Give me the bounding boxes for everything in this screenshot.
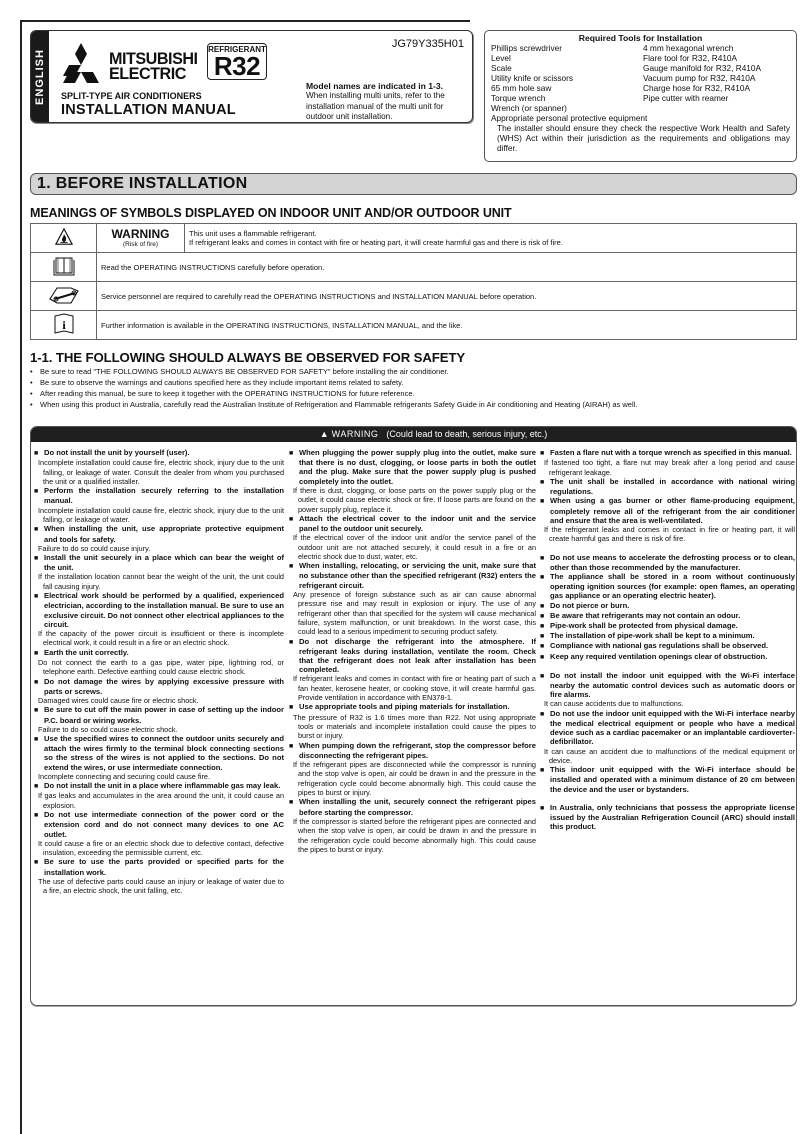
tools-note: The installer should ensure they check the respective Work Health and Safety (WHS) Act within their jurisdiction as the requirements and obligations may differ. (497, 123, 790, 153)
warning-item-detail: If gas leaks and accumulates in the area around the unit, it could cause an explosion. (38, 791, 284, 810)
warning-item (34, 591, 284, 648)
warning-item (34, 677, 284, 706)
warning-column-1 (34, 448, 284, 896)
symbol-row (31, 282, 797, 311)
warning-title: WARNING (331, 429, 379, 439)
warning-item-heading: ■ When pumping down the refrigerant, stop the compressor before disconnecting the refrigerant pipes. (289, 741, 536, 760)
model-note-bold: Model names are indicated in 1-3. (306, 81, 444, 91)
warning-item-heading: ■ Be aware that refrigerants may not contain an odour. (540, 611, 795, 621)
warning-item (540, 448, 795, 477)
tool-item: 65 mm hole saw (491, 83, 552, 93)
warning-item-heading: ■ Use appropriate tools and piping materials for installation. (289, 702, 536, 712)
warning-item-heading: ■ Do not pierce or burn. (540, 601, 795, 611)
safety-bullet: • When using this product in Australia, carefully read the Australian Institute of Refrigeration and Flammable refrigerants Safety Guide in Air conditioning and Heating (AIRAH) as well. (30, 399, 800, 410)
page-border (20, 20, 22, 1134)
warning-item-heading: ■ Do not install the unit in a place where inflammable gas may leak. (34, 781, 284, 791)
tool-item: Level (491, 53, 511, 63)
warning-item-heading: ■ When plugging the power supply plug into the outlet, make sure that there is no dust, clogging, or loose parts in both the outlet and the plug. Make sure that the power supply plug is pushed completely into the outlet. (289, 448, 536, 486)
warning-item-heading: ■ This indoor unit equipped with the Wi-Fi interface should be installed and operated with a minimum distance of 20 cm between the device and the user or bystanders. (540, 765, 795, 794)
warning-item (289, 514, 536, 561)
warning-item-detail: Incomplete installation could cause fire, electric shock, injury due to the unit falling, or leakage of water. (38, 505, 284, 524)
warning-item-heading: ■ Do not damage the wires by applying excessive pressure with parts or screws. (34, 677, 284, 696)
symbols-heading: MEANINGS OF SYMBOLS DISPLAYED ON INDOOR UNIT AND/OR OUTDOOR UNIT (30, 206, 512, 220)
info-icon (53, 313, 75, 335)
tool-item: Wrench (or spanner) (491, 103, 567, 113)
refrigerant-label: REFRIGERANT (208, 45, 266, 54)
warning-item-heading: ■ The unit shall be installed in accordance with national wiring regulations. (540, 477, 795, 496)
warning-item-heading: ■ Do not install the unit by yourself (user). (34, 448, 284, 458)
warning-item-detail: If the refrigerant pipes are disconnected while the compressor is running and the stop valve is open, air could be drawn in and the pressure in the refrigeration cycle could become abnormally high. This could cause the pipes to burst or injury. (293, 760, 536, 798)
warning-item (540, 477, 795, 496)
tool-item: Appropriate personal protective equipment (491, 113, 648, 123)
warning-item-heading: ■ When installing the unit, use appropriate protective equipment and tools for safety. (34, 524, 284, 543)
symbol-text: Service personnel are required to carefully read the OPERATING INSTRUCTIONS and INSTALLATION MANUAL before operation. (97, 282, 797, 311)
symbol-text: Further information is available in the OPERATING INSTRUCTIONS, INSTALLATION MANUAL, and the like. (97, 311, 797, 340)
tool-item: Phillips screwdriver (491, 43, 563, 53)
tool-item: 4 mm hexagonal wrench (643, 43, 734, 53)
warning-item (540, 621, 795, 631)
language-label: ENGLISH (34, 48, 46, 105)
warning-item (34, 857, 284, 895)
warning-item (540, 601, 795, 611)
warning-item (34, 553, 284, 591)
warning-item-heading: ■ Do not use means to accelerate the defrosting process or to clean, other than those recommended by the manufacturer. (540, 553, 795, 572)
warning-item-heading: ■ Compliance with national gas regulations shall be observed. (540, 641, 795, 651)
warning-item (540, 572, 795, 601)
warning-item (34, 448, 284, 486)
warning-item-heading: ■ Do not use the indoor unit equipped with the Wi-Fi interface nearby the medical electrical equipment or people who have a medical device such as a cardiac pacemaker or an implantable cardioverter-defibrillator. (540, 709, 795, 747)
page-border (20, 20, 470, 22)
warning-item-detail: Incomplete connecting and securing could cause fire. (38, 771, 210, 781)
warning-item-heading: ■ Do not use intermediate connection of the power cord or the extension cord and do not connect many devices to one AC outlet. (34, 810, 284, 839)
safety-heading: 1-1. THE FOLLOWING SHOULD ALWAYS BE OBSERVED FOR SAFETY (30, 350, 466, 365)
brand-line2: ELECTRIC (109, 64, 186, 83)
tool-item: Pipe cutter with reamer (643, 93, 729, 103)
spacer (540, 794, 795, 803)
warning-item-heading: ■ In Australia, only technicians that possess the appropriate license issued by the Australian Refrigeration Council (ARC) should install this product. (540, 803, 795, 832)
model-note (306, 81, 471, 122)
warning-item-heading: ■ Attach the electrical cover to the indoor unit and the service panel to the outdoor unit securely. (289, 514, 536, 533)
safety-bullets (30, 366, 800, 410)
title-box (30, 30, 473, 123)
symbol-description (185, 224, 797, 253)
warning-item (34, 648, 284, 677)
warning-item (289, 797, 536, 854)
service-manual-icon (47, 285, 81, 305)
symbol-text: Read the OPERATING INSTRUCTIONS carefully before operation. (97, 253, 797, 282)
warning-item (34, 524, 284, 553)
brand-line1: MITSUBISHI (109, 49, 198, 68)
warning-item-detail: If the electrical cover of the indoor unit and/or the service panel of the outdoor unit are not attached securely, it could result in a fire or an electric shock due to dust, water, etc. (293, 533, 536, 561)
svg-text:i: i (61, 318, 66, 332)
book-icon (52, 256, 76, 276)
warning-item-heading: ■ Fasten a flare nut with a torque wrench as specified in this manual. (540, 448, 795, 458)
warning-item-heading: ■ When installing the unit, securely connect the refrigerant pipes before starting the compressor. (289, 797, 536, 816)
warning-item-heading: ■ Earth the unit correctly. (34, 648, 284, 658)
warning-item (540, 765, 795, 794)
warning-item (289, 448, 536, 514)
spacer (540, 662, 795, 671)
required-tools-box (484, 30, 797, 162)
warning-item-heading: ■ Electrical work should be performed by a qualified, experienced electrician, according to the installation manual. Be sure to use an exclusive circuit. Do not connect other electrical appliances to the circuit. (34, 591, 284, 629)
symbol-text: If refrigerant leaks and comes in contact with fire or heating part, it will create harmful gas and there is risk of fire. (189, 238, 563, 247)
refrigerant-badge (207, 43, 267, 80)
warning-item-detail: If the installation location cannot bear the weight of the unit, the unit could fall causing injury. (38, 572, 284, 591)
symbol-text: This unit uses a flammable refrigerant. (189, 229, 317, 238)
warning-label-cell (97, 224, 185, 253)
tool-item: Scale (491, 63, 512, 73)
warning-item (289, 561, 536, 636)
warning-item-heading: ■ Keep any required ventilation openings clear of obstruction. (540, 652, 795, 662)
warning-item-heading: ■ Do not install the indoor unit equipped with the Wi-Fi interface nearby the automatic control devices such as automatic doors or fire alarms. (540, 671, 795, 700)
spacer (540, 544, 795, 553)
warning-item (34, 734, 284, 781)
warning-item-heading: ■ The installation of pipe-work shall be kept to a minimum. (540, 631, 795, 641)
language-tab (31, 31, 49, 122)
symbol-row (31, 253, 797, 282)
safety-bullet: • After reading this manual, be sure to keep it together with the OPERATING INSTRUCTIONS for future reference. (30, 388, 800, 399)
warning-item (540, 611, 795, 621)
symbol-row (31, 311, 797, 340)
warning-bar (31, 427, 796, 442)
warning-item-detail: If the refrigerant leaks and comes in contact in fire or heating part, it will create harmful gas and there is risk of fire. (544, 524, 795, 544)
warning-item (540, 496, 795, 543)
warning-item-detail: It could cause a fire or an electric shock due to defective contact, defective insulation, exceeding the permissible current, etc. (38, 838, 284, 858)
warning-item (540, 652, 795, 662)
warning-item (34, 486, 284, 524)
warning-item-detail: Failure to do so could cause electric shock. (38, 724, 178, 734)
warning-item-detail: If fastened too tight, a flare nut may break after a long period and cause refrigerant leakage. (544, 458, 795, 477)
tools-title: Required Tools for Installation (578, 33, 703, 43)
tool-item: Charge hose for R32, R410A (643, 83, 751, 93)
symbols-table (30, 223, 797, 340)
refrigerant-code: R32 (213, 51, 261, 81)
warning-item-heading: ■ Install the unit securely in a place which can bear the weight of the unit. (34, 553, 284, 572)
document-code: JG79Y335H01 (391, 38, 464, 50)
warning-item (540, 641, 795, 651)
warning-item (34, 705, 284, 734)
warning-item-detail: It can cause accidents due to malfunctions. (544, 699, 684, 709)
tool-item: Flare tool for R32, R410A (643, 53, 738, 63)
tool-item: Vacuum pump for R32, R410A (643, 73, 756, 83)
warning-note: (Could lead to death, serious injury, etc.) (386, 429, 548, 439)
symbol-row (31, 224, 797, 253)
warning-item-heading: ■ Use the specified wires to connect the outdoor units securely and attach the wires firmly to the terminal block connecting sections so the stress of the wires is not applied to the sections. Do not extend the wires, or use intermediate connection. (34, 734, 284, 772)
symbol-icon-cell (31, 282, 97, 311)
tool-item: Torque wrench (491, 93, 546, 103)
warning-item-detail: It can cause an accident due to malfunctions of the medical equipment or device. (544, 746, 795, 765)
warning-item-heading: ■ Perform the installation securely referring to the installation manual. (34, 486, 284, 505)
safety-bullet: • Be sure to read "THE FOLLOWING SHOULD ALWAYS BE OBSERVED FOR SAFETY" before installing the air conditioner. (30, 366, 800, 377)
warning-item-heading: ■ The appliance shall be stored in a room without continuously operating ignition sources (for example: open flames, an operating gas appliance or an operating electric heater). (540, 572, 795, 601)
symbol-icon-cell (31, 311, 97, 340)
warning-box (30, 426, 797, 1006)
warning-item-heading: ■ Do not discharge the refrigerant into the atmosphere. If refrigerant leaks during installation, ventilate the room. Check that the refrigerant does not leak after installation has been completed. (289, 637, 536, 675)
document-subtitle: SPLIT-TYPE AIR CONDITIONERS (61, 91, 202, 101)
symbol-icon-cell (31, 253, 97, 282)
warning-item-detail: If the compressor is started before the refrigerant pipes are connected and when the stop valve is open, air could be drawn in and the pressure in the refrigeration cycle could become abnormally high. This could cause the pipes to burst or injury. (293, 816, 536, 854)
warning-item-detail: If refrigerant leaks and comes in contact with fire or heating part of such a fan heater, kerosene heater, or cooking stove, it will create harmful gas. Provide ventilation in accordance with EN378-1. (293, 674, 536, 703)
warning-item-detail: If there is dust, clogging, or loose parts on the power supply plug or the outlet, it could cause electric shock or fire. If loose parts are found on the power supply plug, replace it. (293, 485, 536, 514)
warning-item-heading: ■ Pipe-work shall be protected from physical damage. (540, 621, 795, 631)
warning-item (34, 810, 284, 857)
model-note-text: When installing multi units, refer to the installation manual of the multi unit for outdoor unit installation. (306, 91, 445, 121)
warning-item-detail: The use of defective parts could cause an injury or leakage of water due to a fire, an electric shock, the unit falling, etc. (38, 876, 284, 896)
warning-item-detail: If the capacity of the power circuit is insufficient or there is incomplete electrical work, it could result in a fire or an electric shock. (38, 628, 284, 648)
warning-triangle-icon: ▲ (319, 429, 329, 439)
warning-item-detail: The pressure of R32 is 1.6 times more than R22. Not using appropriate tools or materials and incomplete installation could cause the pipes to burst or injury. (293, 712, 536, 741)
warning-column-2 (289, 448, 536, 854)
warning-item (34, 781, 284, 810)
safety-bullet: • Be sure to observe the warnings and cautions specified here as they include important items related to safety. (30, 377, 800, 388)
warning-item-heading: ■ When using a gas burner or other flame-producing equipment, completely remove all of the refrigerant from the air conditioner and ensure that the area is well-ventilated. (540, 496, 795, 525)
warning-item-detail: Do not connect the earth to a gas pipe, water pipe, lightning rod, or telephone earth. Defective earthing could cause electric shock. (38, 657, 284, 677)
warning-item (540, 553, 795, 572)
warning-sublabel: (Risk of fire) (122, 241, 159, 248)
warning-item (540, 803, 795, 832)
warning-item-detail: Any presence of foreign substance such as air can cause abnormal pressure rise and may result in explosion or injury. The use of any refrigerant other than that specified for the system will cause mechanical failure, system malfunction, or unit breakdown. In the worst case, this could lead to a serious impediment to securing product safety. (293, 589, 536, 637)
warning-item (289, 637, 536, 703)
warning-item-heading: ■ When installing, relocating, or servicing the unit, make sure that no substance other than the specified refrigerant (R32) enters the refrigerant circuit. (289, 561, 536, 590)
warning-item-detail: Damaged wires could cause fire or electric shock. (38, 695, 199, 705)
warning-item (540, 671, 795, 709)
warning-column-3 (540, 448, 795, 832)
warning-item-heading: ■ Be sure to use the parts provided or specified parts for the installation work. (34, 857, 284, 876)
mitsubishi-logo-icon (61, 43, 101, 83)
section-title: 1. BEFORE INSTALLATION (30, 173, 797, 195)
warning-item (540, 631, 795, 641)
warning-item (289, 702, 536, 740)
warning-item-detail: Failure to do so could cause injury. (38, 543, 151, 553)
symbol-icon-cell (31, 224, 97, 253)
warning-item-detail: Incomplete installation could cause fire, electric shock, injury due to the unit falling, or leakage of water. Consult the dealer from whom you purchased the unit or a qualified installer. (38, 458, 284, 486)
warning-item-heading: ■ Be sure to cut off the main power in case of setting up the indoor P.C. board or wiring works. (34, 705, 284, 724)
warning-item (289, 741, 536, 798)
document-title: INSTALLATION MANUAL (61, 102, 236, 118)
brand-name (109, 51, 198, 81)
warning-item (540, 709, 795, 766)
tool-item: Utility knife or scissors (491, 73, 574, 83)
tool-item: Gauge manifold for R32, R410A (643, 63, 762, 73)
tools-list (491, 43, 790, 103)
flammable-warning-icon (55, 228, 73, 246)
warning-label: WARNING (111, 227, 170, 241)
